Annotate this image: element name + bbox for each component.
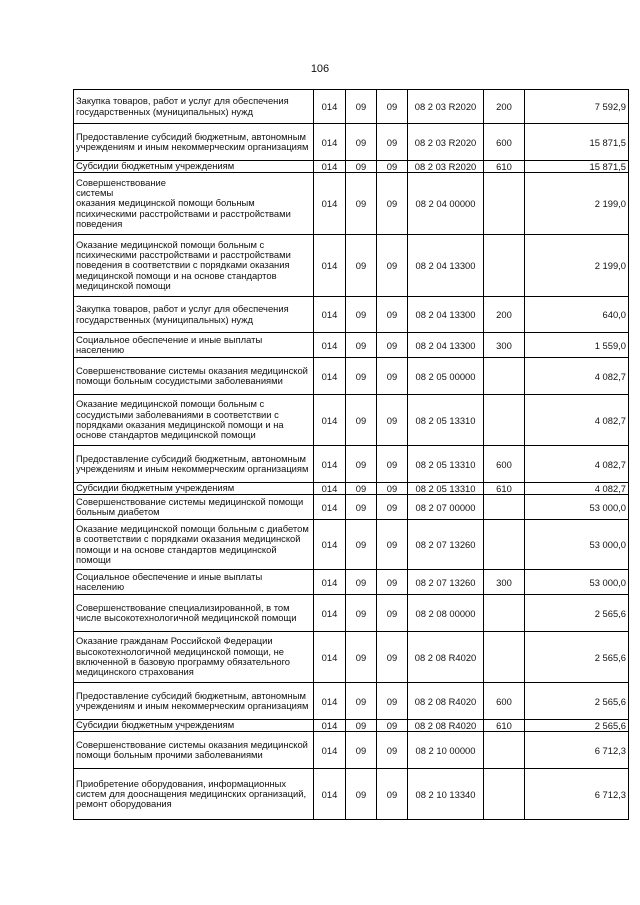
subsection-code-cell: 09 (377, 720, 408, 732)
amount-cell: 2 565,6 (525, 683, 629, 720)
expense-name-cell: Социальное обеспечение и иные выплаты населению (74, 333, 314, 358)
subsection-code-cell: 09 (377, 161, 408, 173)
amount-cell: 15 871,5 (525, 124, 629, 161)
subsection-code-cell: 09 (377, 769, 408, 820)
table-row (74, 632, 629, 683)
department-code-cell: 014 (314, 297, 346, 333)
table-row (74, 395, 629, 446)
table-row (74, 297, 629, 333)
department-code-cell: 014 (314, 720, 346, 732)
department-code-cell: 014 (314, 520, 346, 570)
subsection-code-cell: 09 (377, 570, 408, 595)
expense-type-cell (484, 235, 525, 297)
subsection-code-cell: 09 (377, 333, 408, 358)
expense-type-cell (484, 520, 525, 570)
target-article-cell: 08 2 05 00000 (408, 358, 484, 395)
expense-name-cell: Предоставление субсидий бюджетным, автономным учреждениям и иным некоммерческим организациям (74, 446, 314, 483)
table-row (74, 769, 629, 820)
subsection-code-cell: 09 (377, 395, 408, 446)
target-article-cell: 08 2 04 00000 (408, 173, 484, 235)
department-code-cell: 014 (314, 683, 346, 720)
expense-type-cell (484, 732, 525, 769)
expense-type-cell (484, 632, 525, 683)
amount-cell: 6 712,3 (525, 732, 629, 769)
table-row (74, 495, 629, 520)
expense-type-cell: 600 (484, 683, 525, 720)
expense-type-cell: 300 (484, 333, 525, 358)
amount-cell: 53 000,0 (525, 495, 629, 520)
target-article-cell: 08 2 08 R4020 (408, 720, 484, 732)
expense-type-cell: 600 (484, 124, 525, 161)
target-article-cell: 08 2 07 00000 (408, 495, 484, 520)
amount-cell: 53 000,0 (525, 520, 629, 570)
section-code-cell: 09 (346, 124, 377, 161)
subsection-code-cell: 09 (377, 446, 408, 483)
target-article-cell: 08 2 04 13300 (408, 333, 484, 358)
department-code-cell: 014 (314, 90, 346, 124)
target-article-cell: 08 2 03 R2020 (408, 90, 484, 124)
target-article-cell: 08 2 10 13340 (408, 769, 484, 820)
table-row (74, 90, 629, 124)
section-code-cell: 09 (346, 446, 377, 483)
expense-type-cell (484, 495, 525, 520)
department-code-cell: 014 (314, 333, 346, 358)
expense-name-cell: Субсидии бюджетным учреждениям (74, 161, 314, 173)
department-code-cell: 014 (314, 483, 346, 495)
amount-cell: 4 082,7 (525, 358, 629, 395)
expense-type-cell (484, 395, 525, 446)
expense-type-cell: 200 (484, 297, 525, 333)
expense-name-cell: Оказание медицинской помощи больным с сосудистыми заболеваниями в соответствии с порядками оказания медицинской помощи и на основе стандартов медицинской помощи (74, 395, 314, 446)
budget-table-body (74, 90, 629, 820)
expense-type-cell: 600 (484, 446, 525, 483)
section-code-cell: 09 (346, 90, 377, 124)
subsection-code-cell: 09 (377, 483, 408, 495)
target-article-cell: 08 2 04 13300 (408, 235, 484, 297)
section-code-cell: 09 (346, 732, 377, 769)
table-row (74, 161, 629, 173)
subsection-code-cell: 09 (377, 520, 408, 570)
amount-cell: 2 565,6 (525, 720, 629, 732)
department-code-cell: 014 (314, 395, 346, 446)
amount-cell: 4 082,7 (525, 483, 629, 495)
subsection-code-cell: 09 (377, 632, 408, 683)
expense-type-cell: 610 (484, 161, 525, 173)
amount-cell: 2 199,0 (525, 173, 629, 235)
subsection-code-cell: 09 (377, 732, 408, 769)
expense-name-cell: Совершенствование специализированной, в том числе высокотехнологичной медицинской помощи (74, 595, 314, 632)
section-code-cell: 09 (346, 495, 377, 520)
subsection-code-cell: 09 (377, 124, 408, 161)
target-article-cell: 08 2 07 13260 (408, 570, 484, 595)
target-article-cell: 08 2 08 R4020 (408, 683, 484, 720)
subsection-code-cell: 09 (377, 173, 408, 235)
expense-type-cell: 610 (484, 720, 525, 732)
expense-name-cell: Оказание медицинской помощи больным с диабетом в соответствии с порядками оказания медицинской помощи и на основе стандартов медицинской помощи (74, 520, 314, 570)
table-row (74, 595, 629, 632)
expense-name-cell: Закупка товаров, работ и услуг для обеспечения государственных (муниципальных) нужд (74, 90, 314, 124)
expense-name-cell: Совершенствование системы оказания медицинской помощи больным психическими расстройствами и расстройствами поведения (74, 173, 314, 235)
amount-cell: 2 565,6 (525, 632, 629, 683)
department-code-cell: 014 (314, 495, 346, 520)
target-article-cell: 08 2 03 R2020 (408, 161, 484, 173)
department-code-cell: 014 (314, 595, 346, 632)
table-row (74, 446, 629, 483)
budget-table (73, 89, 629, 820)
table-row (74, 520, 629, 570)
target-article-cell: 08 2 05 13310 (408, 395, 484, 446)
expense-type-cell (484, 595, 525, 632)
table-row (74, 333, 629, 358)
amount-cell: 4 082,7 (525, 395, 629, 446)
department-code-cell: 014 (314, 769, 346, 820)
amount-cell: 7 592,9 (525, 90, 629, 124)
table-row (74, 173, 629, 235)
section-code-cell: 09 (346, 595, 377, 632)
section-code-cell: 09 (346, 297, 377, 333)
amount-cell: 15 871,5 (525, 161, 629, 173)
target-article-cell: 08 2 05 13310 (408, 446, 484, 483)
section-code-cell: 09 (346, 333, 377, 358)
subsection-code-cell: 09 (377, 495, 408, 520)
section-code-cell: 09 (346, 720, 377, 732)
section-code-cell: 09 (346, 570, 377, 595)
expense-type-cell (484, 358, 525, 395)
table-row (74, 570, 629, 595)
amount-cell: 2 199,0 (525, 235, 629, 297)
department-code-cell: 014 (314, 446, 346, 483)
amount-cell: 640,0 (525, 297, 629, 333)
expense-name-cell: Предоставление субсидий бюджетным, автономным учреждениям и иным некоммерческим организациям (74, 683, 314, 720)
subsection-code-cell: 09 (377, 683, 408, 720)
section-code-cell: 09 (346, 520, 377, 570)
expense-name-cell: Совершенствование системы оказания медицинской помощи больным сосудистыми заболеваниями (74, 358, 314, 395)
department-code-cell: 014 (314, 235, 346, 297)
target-article-cell: 08 2 03 R2020 (408, 124, 484, 161)
target-article-cell: 08 2 05 13310 (408, 483, 484, 495)
section-code-cell: 09 (346, 173, 377, 235)
subsection-code-cell: 09 (377, 90, 408, 124)
department-code-cell: 014 (314, 124, 346, 161)
expense-type-cell: 610 (484, 483, 525, 495)
subsection-code-cell: 09 (377, 235, 408, 297)
department-code-cell: 014 (314, 632, 346, 683)
subsection-code-cell: 09 (377, 297, 408, 333)
section-code-cell: 09 (346, 483, 377, 495)
expense-name-cell: Субсидии бюджетным учреждениям (74, 720, 314, 732)
department-code-cell: 014 (314, 732, 346, 769)
table-row (74, 732, 629, 769)
amount-cell: 6 712,3 (525, 769, 629, 820)
expense-type-cell: 300 (484, 570, 525, 595)
target-article-cell: 08 2 10 00000 (408, 732, 484, 769)
section-code-cell: 09 (346, 358, 377, 395)
department-code-cell: 014 (314, 570, 346, 595)
section-code-cell: 09 (346, 632, 377, 683)
expense-name-cell: Закупка товаров, работ и услуг для обеспечения государственных (муниципальных) нужд (74, 297, 314, 333)
table-row (74, 683, 629, 720)
subsection-code-cell: 09 (377, 358, 408, 395)
amount-cell: 53 000,0 (525, 570, 629, 595)
section-code-cell: 09 (346, 769, 377, 820)
amount-cell: 2 565,6 (525, 595, 629, 632)
table-row (74, 358, 629, 395)
table-row (74, 235, 629, 297)
expense-type-cell (484, 769, 525, 820)
target-article-cell: 08 2 08 R4020 (408, 632, 484, 683)
expense-name-cell: Приобретение оборудования, информационных систем для дооснащения медицинских организаций, ремонт оборудования (74, 769, 314, 820)
department-code-cell: 014 (314, 173, 346, 235)
table-row (74, 483, 629, 495)
section-code-cell: 09 (346, 161, 377, 173)
target-article-cell: 08 2 04 13300 (408, 297, 484, 333)
expense-name-cell: Социальное обеспечение и иные выплаты населению (74, 570, 314, 595)
department-code-cell: 014 (314, 161, 346, 173)
table-row (74, 720, 629, 732)
subsection-code-cell: 09 (377, 595, 408, 632)
target-article-cell: 08 2 07 13260 (408, 520, 484, 570)
amount-cell: 4 082,7 (525, 446, 629, 483)
table-row (74, 124, 629, 161)
amount-cell: 1 559,0 (525, 333, 629, 358)
section-code-cell: 09 (346, 683, 377, 720)
expense-type-cell: 200 (484, 90, 525, 124)
expense-name-cell: Оказание медицинской помощи больным с психическими расстройствами и расстройствами поведения в соответствии с порядками оказания медицинской помощи и на основе стандартов медицинской помощи (74, 235, 314, 297)
section-code-cell: 09 (346, 395, 377, 446)
expense-name-cell: Оказание гражданам Российской Федерации высокотехнологичной медицинской помощи, не включенной в базовую программу обязательного медицинского страхования (74, 632, 314, 683)
expense-name-cell: Совершенствование системы медицинской помощи больным диабетом (74, 495, 314, 520)
expense-type-cell (484, 173, 525, 235)
page-number: 106 (310, 63, 330, 75)
department-code-cell: 014 (314, 358, 346, 395)
section-code-cell: 09 (346, 235, 377, 297)
expense-name-cell: Предоставление субсидий бюджетным, автономным учреждениям и иным некоммерческим организациям (74, 124, 314, 161)
expense-name-cell: Субсидии бюджетным учреждениям (74, 483, 314, 495)
expense-name-cell: Совершенствование системы оказания медицинской помощи больным прочими заболеваниями (74, 732, 314, 769)
target-article-cell: 08 2 08 00000 (408, 595, 484, 632)
